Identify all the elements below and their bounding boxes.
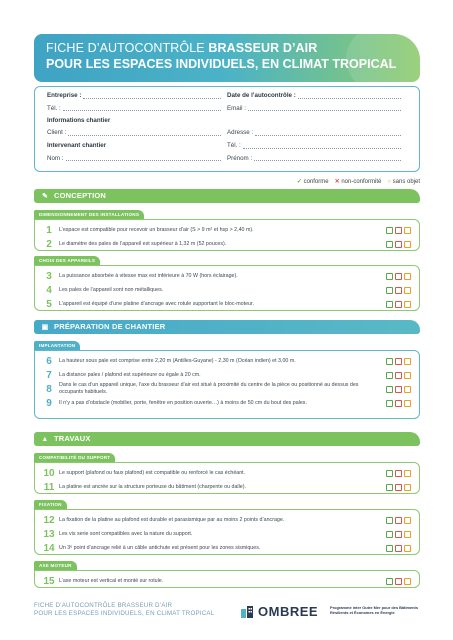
prenom-field[interactable] xyxy=(254,160,401,161)
date-field[interactable] xyxy=(298,98,401,99)
tab-fixation: FIXATION xyxy=(34,500,67,509)
footer-title: FICHE D’AUTOCONTRÔLE BRASSEUR D’AIR POUR LES ESPACES INDIVIDUELS, EN CLIMAT TROPICAL xyxy=(34,602,215,617)
circle-icon: ○ xyxy=(387,178,391,185)
conforme-checkbox[interactable] xyxy=(386,358,393,365)
item-text: La hauteur sous pale est comprise entre 2,20 m (Antilles-Guyane) - 2,30 m (Océan indien) et 3,00 m. xyxy=(59,357,296,364)
non-conforme-checkbox[interactable] xyxy=(395,386,402,393)
item-checkboxes xyxy=(386,372,411,379)
item-checkboxes xyxy=(386,517,411,524)
checklist-item xyxy=(41,396,411,410)
sans-objet-checkbox[interactable] xyxy=(404,484,411,491)
non-conforme-checkbox[interactable] xyxy=(395,517,402,524)
item-number: 7 xyxy=(46,369,52,381)
conforme-checkbox[interactable] xyxy=(386,273,393,280)
non-conforme-checkbox[interactable] xyxy=(395,531,402,538)
box-axe xyxy=(34,570,420,588)
sans-objet-checkbox[interactable] xyxy=(404,400,411,407)
title-line-1: FICHE D’AUTOCONTRÔLE BRASSEUR D’AIR xyxy=(46,41,318,55)
sans-objet-checkbox[interactable] xyxy=(404,273,411,280)
item-number: 8 xyxy=(46,383,52,395)
item-number: 3 xyxy=(46,270,52,282)
tab-choix: CHOIX DES APPAREILS xyxy=(34,256,100,265)
adresse-field[interactable] xyxy=(255,135,401,136)
email-field[interactable] xyxy=(248,110,401,111)
client-label: Client : xyxy=(47,129,67,137)
non-conforme-checkbox[interactable] xyxy=(395,227,402,234)
item-number: 6 xyxy=(46,355,52,367)
item-text: La platine est ancrée sur la structure porteuse du bâtiment (charpente ou dalle). xyxy=(59,483,246,490)
item-text: Le diamètre des pales de l’appareil est supérieur à 1,32 m (52 pouces). xyxy=(59,240,227,247)
sans-objet-checkbox[interactable] xyxy=(404,372,411,379)
item-number: 15 xyxy=(43,575,55,587)
item-checkboxes xyxy=(386,227,411,234)
box-choix xyxy=(34,265,420,311)
compass-icon: ✎ xyxy=(41,193,49,200)
conforme-checkbox[interactable] xyxy=(386,227,393,234)
checklist-item xyxy=(41,574,411,588)
date-label: Date de l’autocontrôle : xyxy=(227,92,296,99)
item-number: 13 xyxy=(43,528,55,540)
intervenant-label: Intervenant chantier xyxy=(47,142,107,150)
sans-objet-checkbox[interactable] xyxy=(404,545,411,552)
non-conforme-checkbox[interactable] xyxy=(395,484,402,491)
checklist-item xyxy=(41,297,411,311)
non-conforme-checkbox[interactable] xyxy=(395,287,402,294)
checklist-item xyxy=(41,541,411,555)
header-banner xyxy=(34,34,420,82)
nom-label: Nom : xyxy=(47,154,64,162)
item-text: La fixation de la platine au plafond est durable et parasismique par au moins 2 points d’ancrage. xyxy=(59,516,285,523)
tab-compatibilite: COMPATIBILITÉ DU SUPPORT xyxy=(34,453,115,462)
item-text: L’espace est compatible pour recevoir un brasseur d’air (S > 9 m² et hsp > 2,40 m). xyxy=(59,226,254,233)
item-text: Les vis serie sont compatibles avec la nature du support. xyxy=(59,530,193,537)
conforme-checkbox[interactable] xyxy=(386,400,393,407)
item-checkboxes xyxy=(386,470,411,477)
info-form xyxy=(34,86,420,172)
item-number: 9 xyxy=(46,397,52,409)
item-number: 1 xyxy=(46,224,52,236)
item-checkboxes xyxy=(386,386,411,393)
section-preparation: ▣ PRÉPARATION DE CHANTIER xyxy=(34,320,420,334)
item-text: Un 3ᵉ point d’ancrage relié à un câble antichute est présent pour les zones sismiques. xyxy=(59,544,261,551)
checklist-item xyxy=(41,283,411,297)
brand-name: OMBREE xyxy=(258,604,319,619)
conforme-checkbox[interactable] xyxy=(386,470,393,477)
check-icon: ✓ xyxy=(296,179,302,185)
item-text: L’appareil est équipé d’une platine d’ancrage avec rotule supportant le bloc-moteur. xyxy=(59,300,254,307)
sans-objet-checkbox[interactable] xyxy=(404,287,411,294)
checklist-item xyxy=(41,237,411,251)
sans-objet-checkbox[interactable] xyxy=(404,470,411,477)
conforme-checkbox[interactable] xyxy=(386,241,393,248)
item-text: Il n’y a pas d’obstacle (mobilier, porte, fenêtre en position ouverte…) à moins de 50 cm du bout des pales. xyxy=(59,399,307,406)
item-number: 12 xyxy=(43,514,55,526)
item-checkboxes xyxy=(386,287,411,294)
cross-icon: ✕ xyxy=(334,179,340,185)
non-conforme-checkbox[interactable] xyxy=(395,358,402,365)
item-checkboxes xyxy=(386,241,411,248)
conforme-checkbox[interactable] xyxy=(386,372,393,379)
ombree-logo xyxy=(240,604,318,619)
checklist-item xyxy=(41,354,411,368)
item-number: 2 xyxy=(46,238,52,250)
item-text: Dans le cas d’un appareil unique, l’axe du brasseur d’air est situé à proximité du centre de la pièce ou positionné au dessus des occupants habituels. xyxy=(59,382,359,395)
item-checkboxes xyxy=(386,545,411,552)
sans-objet-checkbox[interactable] xyxy=(404,517,411,524)
item-text: L’axe moteur est vertical et monté sur rotule. xyxy=(59,577,164,584)
tab-axe: AXE MOTEUR xyxy=(34,561,77,570)
prenom-label: Prénom : xyxy=(227,154,253,162)
item-number: 4 xyxy=(46,284,52,296)
item-checkboxes xyxy=(386,484,411,491)
title-line-2: POUR LES ESPACES INDIVIDUELS, EN CLIMAT TROPICAL xyxy=(46,57,397,71)
tel2-field[interactable] xyxy=(243,148,401,149)
item-checkboxes xyxy=(386,273,411,280)
conforme-checkbox[interactable] xyxy=(386,578,393,585)
client-field[interactable] xyxy=(68,135,221,136)
checklist-item xyxy=(41,480,411,494)
conforme-checkbox[interactable] xyxy=(386,545,393,552)
non-conforme-checkbox[interactable] xyxy=(395,273,402,280)
box-dimensionnement xyxy=(34,219,420,251)
leaf-decoration xyxy=(346,34,420,82)
non-conforme-checkbox[interactable] xyxy=(395,372,402,379)
tel-field[interactable] xyxy=(63,110,221,111)
item-checkboxes xyxy=(386,400,411,407)
adresse-label: Adresse : xyxy=(227,129,254,137)
item-number: 10 xyxy=(43,467,55,479)
item-number: 11 xyxy=(43,481,55,493)
section-travaux: ▲ TRAVAUX xyxy=(34,432,420,446)
legend: ✓ conforme ✕ non-conformité ○ sans objet xyxy=(296,178,420,185)
tel-label: Tél. : xyxy=(47,104,61,112)
sans-objet-checkbox[interactable] xyxy=(404,386,411,393)
checklist-item xyxy=(41,382,411,396)
checklist-item xyxy=(41,527,411,541)
sans-objet-checkbox[interactable] xyxy=(404,227,411,234)
conforme-checkbox[interactable] xyxy=(386,517,393,524)
sans-objet-checkbox[interactable] xyxy=(404,241,411,248)
tab-implantation: IMPLANTATION xyxy=(34,341,80,350)
chantier-heading: Informations chantier xyxy=(47,117,111,125)
item-checkboxes xyxy=(386,301,411,308)
item-text: La puissance absorbée à vitesse max est inférieure à 70 W (hors éclairage). xyxy=(59,272,238,279)
checklist-item xyxy=(41,513,411,527)
helmet-icon: ▲ xyxy=(41,436,49,443)
non-conforme-checkbox[interactable] xyxy=(395,545,402,552)
building-icon xyxy=(240,605,254,619)
section-conception: ✎ CONCEPTION xyxy=(34,189,420,203)
non-conforme-checkbox[interactable] xyxy=(395,578,402,585)
sans-objet-checkbox[interactable] xyxy=(404,358,411,365)
title-bold: BRASSEUR D’AIR xyxy=(208,41,318,55)
item-checkboxes xyxy=(386,531,411,538)
program-text: Programme inter Outre Mer pour des Bâtiments Résilients et Économes en Énergie xyxy=(330,605,418,615)
conforme-checkbox[interactable] xyxy=(386,386,393,393)
checklist-item xyxy=(41,368,411,382)
nom-field[interactable] xyxy=(66,160,221,161)
tel2-label: Tél. : xyxy=(227,142,241,150)
item-checkboxes xyxy=(386,358,411,365)
conforme-checkbox[interactable] xyxy=(386,287,393,294)
checklist-item xyxy=(41,466,411,480)
non-conforme-checkbox[interactable] xyxy=(395,241,402,248)
sans-objet-checkbox[interactable] xyxy=(404,578,411,585)
email-label: Email : xyxy=(227,104,246,112)
box-fixation xyxy=(34,509,420,555)
truck-icon: ▣ xyxy=(41,324,49,331)
box-implantation xyxy=(34,350,420,419)
tab-dimensionnement: DIMENSIONNEMENT DES INSTALLATIONS xyxy=(34,210,144,219)
checklist-item xyxy=(41,269,411,283)
sans-objet-checkbox[interactable] xyxy=(404,301,411,308)
item-number: 14 xyxy=(43,542,55,554)
non-conforme-checkbox[interactable] xyxy=(395,301,402,308)
item-checkboxes xyxy=(386,578,411,585)
sans-objet-checkbox[interactable] xyxy=(404,531,411,538)
entreprise-field[interactable] xyxy=(83,98,221,99)
conforme-checkbox[interactable] xyxy=(386,301,393,308)
conforme-checkbox[interactable] xyxy=(386,484,393,491)
item-text: Les pales de l’appareil sont non métalliques. xyxy=(59,286,164,293)
non-conforme-checkbox[interactable] xyxy=(395,470,402,477)
item-text: Le support (plafond ou faux plafond) est compatible ou renforcé le cas échéant. xyxy=(59,469,246,476)
entreprise-label: Entreprise : xyxy=(47,92,82,99)
item-number: 5 xyxy=(46,298,52,310)
box-compatibilite xyxy=(34,462,420,494)
non-conforme-checkbox[interactable] xyxy=(395,400,402,407)
checklist-item xyxy=(41,223,411,237)
conforme-checkbox[interactable] xyxy=(386,531,393,538)
item-text: La distance pales / plafond est supérieure ou égale à 20 cm. xyxy=(59,371,201,378)
